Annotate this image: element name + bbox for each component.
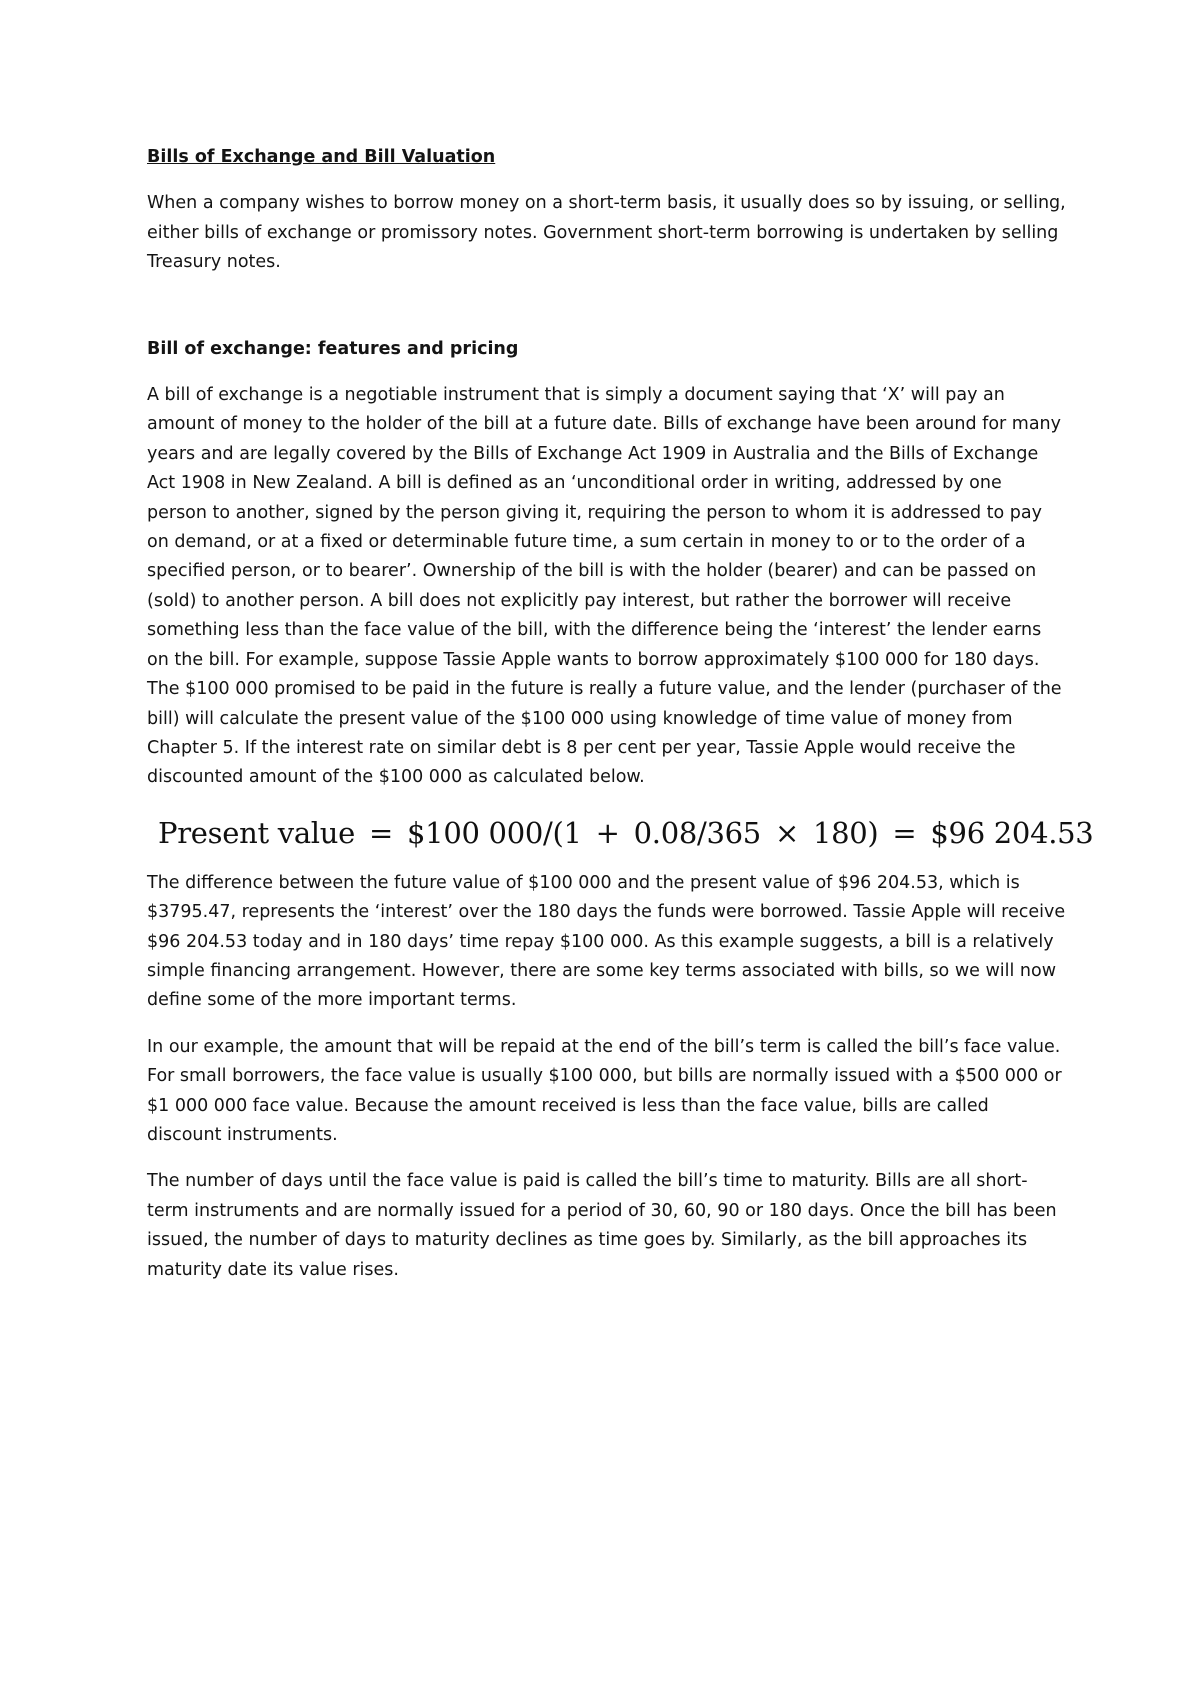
paragraph-face-value: In our example, the amount that will be repaid at the end of the bill’s term is called the bill’s face value. For small borrowers, the face value is usually $100 000, but bills are normally issued with a $500 000 or $1 000 000 face value. Because the amount received is less than the face value, bills are called discount instruments. [147, 1036, 1062, 1145]
paragraph-bill-definition: A bill of exchange is a negotiable instrument that is simply a document saying that ‘X’ will pay an amount of money to the holder of the bill at a future date. Bills of exchange have been around for many years and are legally covered by the Bills of Exchange Act 1909 in Australia and the Bills of Exchange Act 1908 in New Zealand. A bill is defined as an ‘unconditional order in writing, addressed by one person to another, signed by the person giving it, requiring the person to whom it is addressed to pay on demand, or at a fixed or determinable future time, a sum certain in money to or to the order of a specified person, or to bearer’. Ownership of the bill is with the holder (bearer) and can be passed on (sold) to another person. A bill does not explicitly pay interest, but rather the borrower will receive something less than the face value of the bill, with the difference being the ‘interest’ the lender earns on the bill. For example, suppose Tassie Apple wants to borrow approximately $100 000 for 180 days. The $100 000 promised to be paid in the future is really a future value, and the lender (purchaser of the bill) will calculate the present value of the $100 000 using knowledge of time value of money from Chapter 5. If the interest rate on similar debt is 8 per cent per year, Tassie Apple would receive the discounted amount of the $100 000 as calculated below. [147, 385, 1062, 788]
formula-equals: = [369, 815, 394, 850]
formula-expr-a: $100 000/(1 [407, 815, 582, 850]
formula-result: $96 204.53 [930, 815, 1094, 850]
paragraph-time-to-maturity: The number of days until the face value is paid is called the bill’s time to maturity. Bills are all short-term instruments and are normally issued for a period of 30, 60, 90 or 180 days. Once the bill has been issued, the number of days to maturity declines as time goes by. Similarly, as the bill approaches its maturity date its value rises. [147, 1171, 1057, 1280]
document-title: Bills of Exchange and Bill Valuation [147, 147, 496, 167]
formula-expr-b: 0.08/365 [633, 815, 761, 850]
formula-plus: + [595, 815, 620, 850]
document-body [147, 143, 1094, 1285]
formula-times: × [774, 815, 799, 850]
section-heading: Bill of exchange: features and pricing [147, 338, 519, 359]
formula-equals-2: = [892, 815, 917, 850]
paragraph-interest-difference: The difference between the future value of $100 000 and the present value of $96 204.53, which is $3795.47, represents the ‘interest’ over the 180 days the funds were borrowed. Tassie Apple will receive $96 204.53 today and in 180 days’ time repay $100 000. As this example suggests, a bill is a relatively simple financing arrangement. However, there are some key terms associated with bills, so we will now define some of the more important terms. [147, 872, 1066, 1011]
intro-paragraph: When a company wishes to borrow money on a short-term basis, it usually does so by issuing, or selling, either bills of exchange or promissory notes. Government short-term borrowing is undertaken by selling Treasury notes. [147, 193, 1066, 273]
present-value-formula [158, 813, 1094, 853]
formula-expr-c: 180) [812, 815, 879, 850]
formula-lhs: Present value [158, 815, 356, 850]
